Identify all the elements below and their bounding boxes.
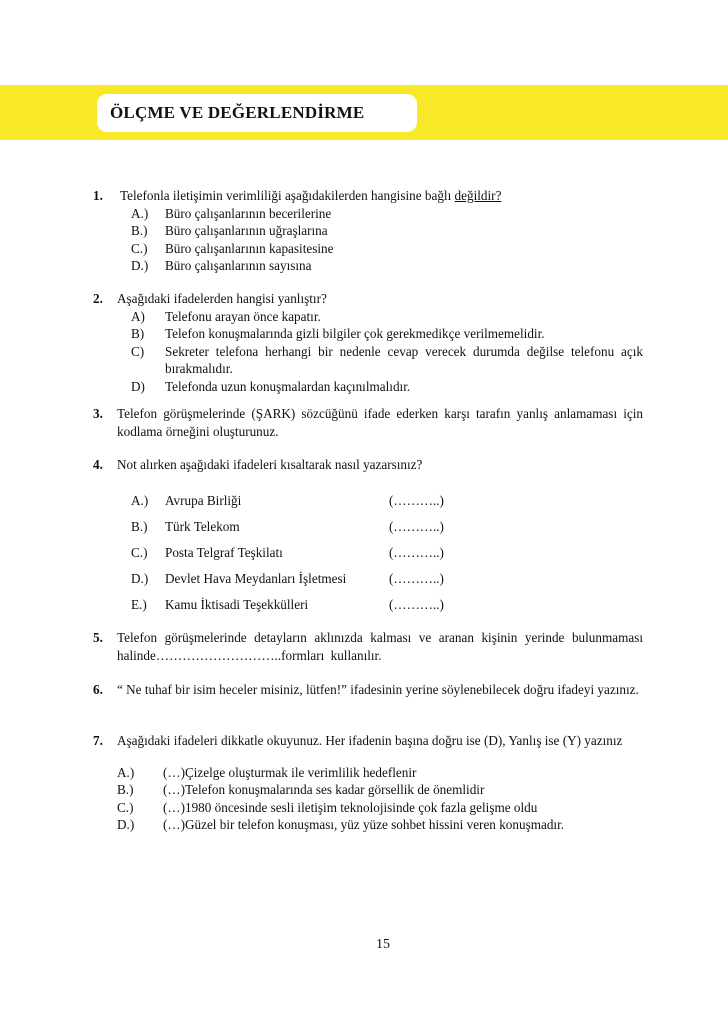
question-text: Not alırken aşağıdaki ifadeleri kısaltarak nasıl yazarsınız? [117, 457, 423, 472]
question-number: 1. [93, 188, 103, 203]
abbreviation-item: A.) Avrupa Birliği (………..) [93, 488, 643, 514]
question-2 [93, 290, 643, 395]
question-text: Aşağıdaki ifadelerden hangisi yanlıştır? [117, 291, 327, 306]
question-text: “ Ne tuhaf bir isim heceler misiniz, lütfen!” ifadesinin yerine söylenebilecek doğru ifadeyi yazınız. [117, 682, 639, 697]
answer-blank: (………..) [389, 518, 444, 534]
option-d: D) Telefonda uzun konuşmalardan kaçınılmalıdır. [131, 378, 411, 394]
option-b: B) Telefon konuşmalarında gizli bilgiler çok gerekmedikçe verilmemelidir. [131, 326, 545, 341]
question-6 [93, 681, 643, 699]
true-false-item: D.) (…)Güzel bir telefon konuşması, yüz yüze sohbet hissini veren konuşmadır. [117, 817, 565, 832]
section-title: ÖLÇME VE DEĞERLENDİRME [110, 103, 365, 122]
question-3 [93, 405, 643, 440]
abbreviation-item: C.) Posta Telgraf Teşkilatı (………..) [93, 540, 643, 566]
abbreviation-item: E.) Kamu İktisadi Teşekkülleri (………..) [93, 592, 643, 618]
option-d: D.) Büro çalışanlarının sayısına [131, 258, 312, 273]
question-number: 3. [93, 406, 103, 421]
question-number: 2. [93, 291, 103, 306]
emphasis-word: değildir? [454, 188, 502, 203]
question-7 [93, 732, 643, 834]
question-text: Aşağıdaki ifadeleri dikkatle okuyunuz. Her ifadenin başına doğru ise (D), Yanlış ise (Y) yazınız [117, 733, 623, 748]
true-false-item: B.) (…)Telefon konuşmalarında ses kadar görsellik de önemlidir [117, 782, 485, 797]
option-b: B.) Büro çalışanlarının uğraşlarına [131, 223, 328, 238]
answer-blank: (………..) [389, 570, 444, 586]
question-text: Telefon görüşmelerinde detayların aklınızda kalması ve aranan kişinin yerinde bulunmaması halinde………………………..formları kullanılır. [117, 630, 643, 663]
question-text: Telefon görüşmelerinde (ŞARK) sözcüğünü ifade ederken karşı tarafın yanlış anlamaması için kodlama örneğini oluşturunuz. [117, 406, 643, 439]
option-a: A) Telefonu arayan önce kapatır. [131, 308, 321, 324]
abbreviation-item: D.) Devlet Hava Meydanları İşletmesi (………..) [93, 566, 643, 592]
abbreviation-item: B.) Türk Telekom (………..) [93, 514, 643, 540]
question-text: Telefonla iletişimin verimliliği aşağıdakilerden hangisine bağlı değildir? [120, 188, 502, 203]
option-c: C) Sekreter telefona herhangi bir nedenle cevap verecek durumda değilse telefonu açık bırakmalıdır. [131, 343, 643, 376]
true-false-item: C.) (…)1980 öncesinde sesli iletişim teknolojisinde çok fazla gelişme oldu [117, 799, 538, 815]
question-1 [93, 187, 643, 275]
option-c: C.) Büro çalışanlarının kapasitesine [131, 240, 334, 256]
option-a: A.) Büro çalışanlarının becerilerine [131, 205, 332, 221]
question-5 [93, 629, 643, 664]
answer-blank: (………..) [389, 544, 444, 560]
question-4 [93, 456, 643, 618]
question-number: 6. [93, 682, 103, 697]
question-number: 7. [93, 733, 103, 748]
answer-blank: (………..) [389, 596, 444, 612]
page-number: 15 [376, 937, 390, 952]
question-number: 5. [93, 630, 103, 645]
true-false-item: A.) (…)Çizelge oluşturmak ile verimlilik hedeflenir [117, 764, 417, 780]
answer-blank: (………..) [389, 492, 444, 508]
question-number: 4. [93, 457, 103, 472]
